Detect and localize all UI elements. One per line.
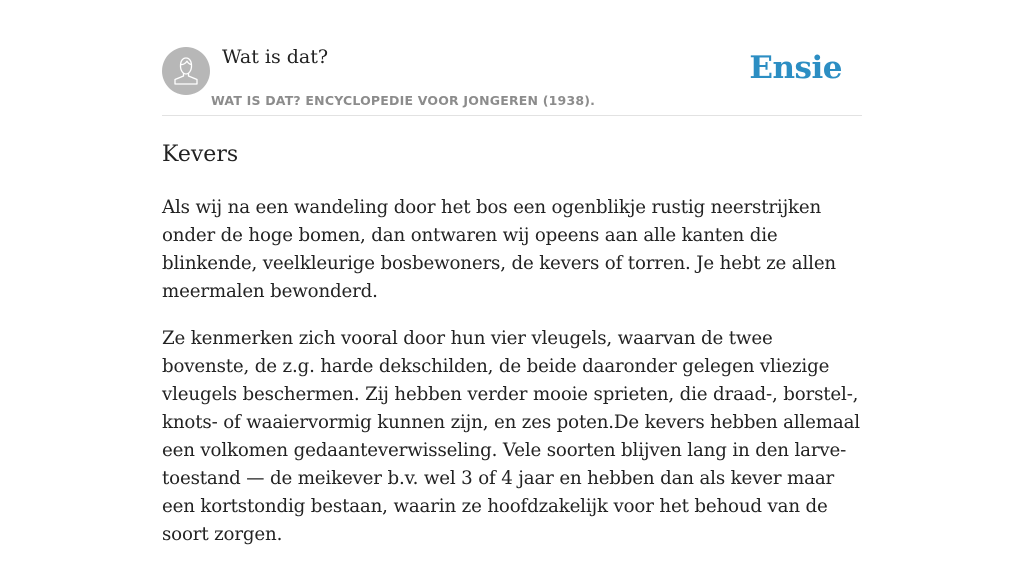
source-header [162,0,862,116]
article-paragraph: Als wij na een wandeling door het bos een ogenblikje rustig neerstrijken onder de hoge bomen, dan ontwaren wij opeens aan alle kanten die blinkende, veelkleurige bosbewoners, de kevers of torren. Je hebt ze allen meermalen bewonderd. [162,197,836,302]
source-avatar[interactable] [162,47,210,95]
source-subtitle: WAT IS DAT? ENCYCLOPEDIE VOOR JONGEREN (1938). [211,93,596,108]
article-title: Kevers [162,142,239,167]
source-title[interactable]: Wat is dat? [222,46,329,68]
article-paragraph: Ze kenmerken zich vooral door hun vier vleugels, waarvan de twee bovenste, de z.g. harde dekschilden, de beide daaronder gelegen vliezige vleugels beschermen. Zij hebben verder mooie sprieten, die draad-, borstel-, knots- of waaiervormig kunnen zijn, en zes poten.De kevers hebben allemaal een volkomen gedaanteverwisseling. Vele soorten blijven lang in den larve-toestand — de meikever b.v. wel 3 of 4 jaar en hebben dan als kever maar een kortstondig bestaan, waarin ze hoofdzakelijk voor het behoud van de soort zorgen. [162,328,860,545]
ensie-logo[interactable]: Ensie [749,50,842,86]
article [162,139,862,568]
user-icon [162,47,210,95]
